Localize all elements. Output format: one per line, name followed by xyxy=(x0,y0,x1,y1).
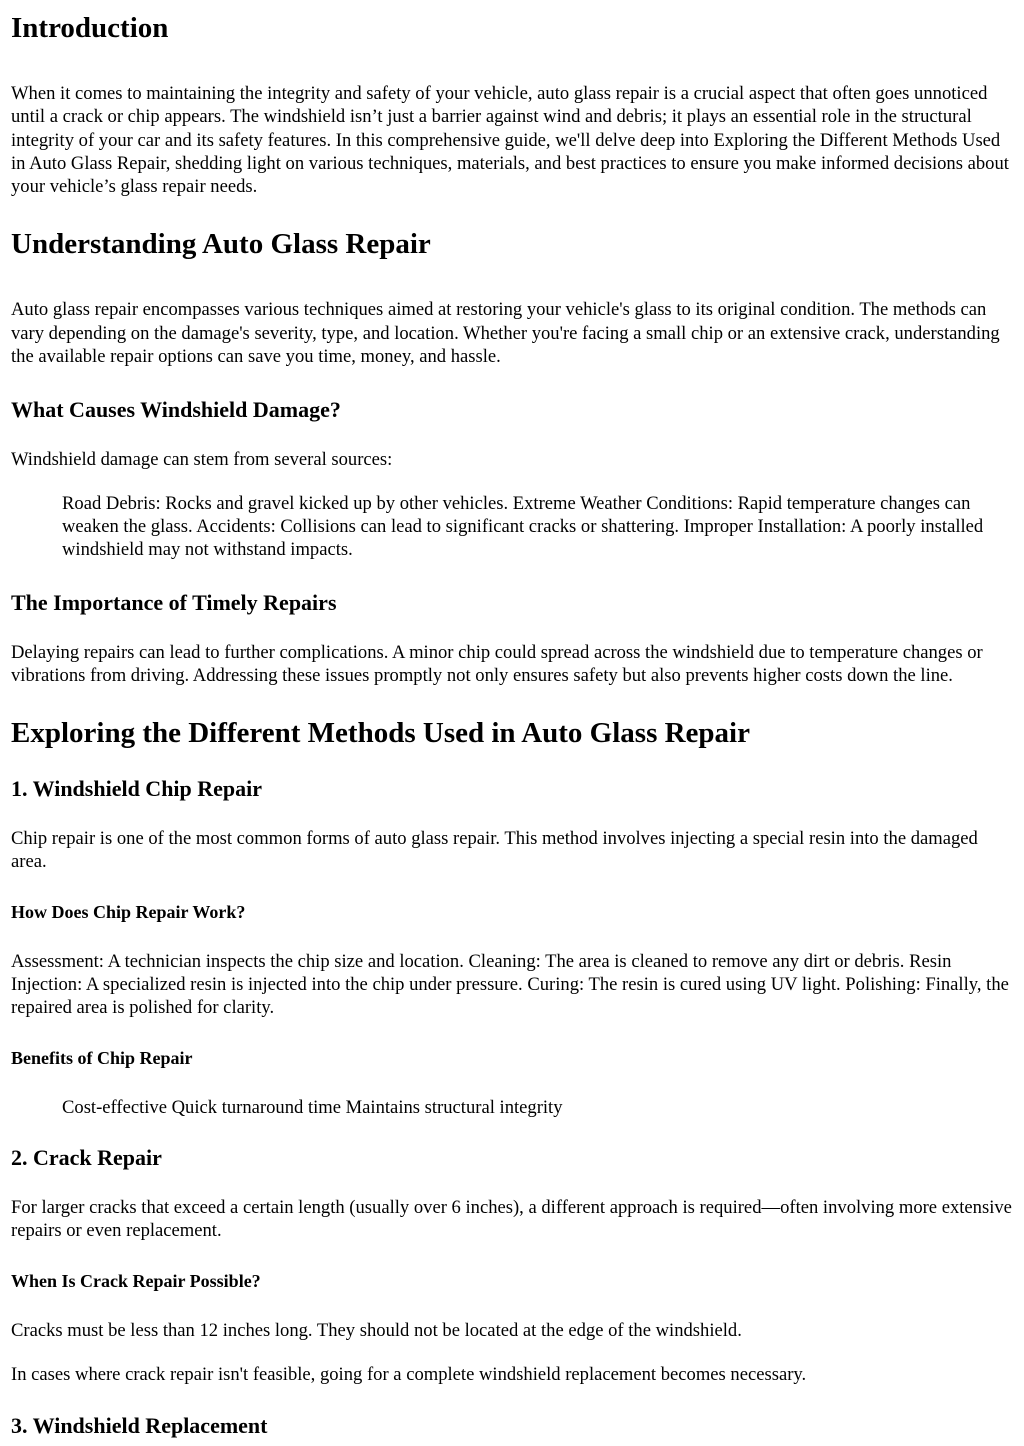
heading-chip-repair: 1. Windshield Chip Repair xyxy=(11,776,263,802)
heading-how-chip-repair-works: How Does Chip Repair Work? xyxy=(11,901,246,922)
paragraph-crack-repair-conditions: Cracks must be less than 12 inches long. They should not be located at the edge of the windshield. xyxy=(11,1319,742,1341)
heading-crack-repair: 2. Crack Repair xyxy=(11,1144,162,1170)
paragraph-introduction: When it comes to maintaining the integrity and safety of your vehicle, auto glass repair is a crucial aspect that often goes unnoticed until a crack or chip appears. The windshield isn’t just a barrier against wind and debris; it plays an essential role in the structural integrity of your car and its safety features. In this comprehensive guide, we'll delve deep into Exploring the Different Methods Used in Auto Glass Repair, shedding light on various techniques, materials, and best practices to ensure you make informed decisions about your vehicle’s glass repair needs. xyxy=(11,83,1009,198)
paragraph-causes-intro: Windshield damage can stem from several sources: xyxy=(11,449,393,471)
heading-windshield-replacement: 3. Windshield Replacement xyxy=(11,1413,268,1439)
paragraph-chip-repair-steps: Assessment: A technician inspects the chip size and location. Cleaning: The area is cleaned to remove any dirt or debris. Resin Injection: A specialized resin is injected into the chip under pressure. Curing: The resin is cured using UV light. Polishing: Finally, the repaired area is polished for clarity. xyxy=(11,950,1009,1019)
heading-what-causes-damage: What Causes Windshield Damage? xyxy=(11,397,341,423)
paragraph-timely-repairs: Delaying repairs can lead to further complications. A minor chip could spread across the windshield due to temperature changes or vibrations from driving. Addressing these issues promptly not only ensures safety but also prevents higher costs down the line. xyxy=(11,641,983,686)
list-chip-repair-benefits: Cost-effective Quick turnaround time Maintains structural integrity xyxy=(62,1096,563,1118)
heading-importance-timely-repairs: The Importance of Timely Repairs xyxy=(11,589,337,615)
heading-introduction: Introduction xyxy=(11,12,169,44)
heading-understanding-auto-glass-repair: Understanding Auto Glass Repair xyxy=(11,228,431,261)
paragraph-crack-repair-note: In cases where crack repair isn't feasible, going for a complete windshield replacement becomes necessary. xyxy=(11,1363,807,1385)
paragraph-understanding: Auto glass repair encompasses various techniques aimed at restoring your vehicle's glass to its original condition. The methods can vary depending on the damage's severity, type, and location. Whether you're facing a small chip or an extensive crack, understanding the available repair options can save you time, money, and hassle. xyxy=(11,299,1000,368)
list-damage-causes: Road Debris: Rocks and gravel kicked up by other vehicles. Extreme Weather Conditions: Rapid temperature changes can weaken the glass. Accidents: Collisions can lead to significant cracks or shattering. Improper Installation: A poorly installed windshield may not withstand impacts. xyxy=(62,492,984,561)
paragraph-chip-repair: Chip repair is one of the most common forms of auto glass repair. This method involves injecting a special resin into the damaged area. xyxy=(11,828,978,873)
paragraph-crack-repair: For larger cracks that exceed a certain length (usually over 6 inches), a different approach is required—often involving more extensive repairs or even replacement. xyxy=(11,1196,1012,1242)
heading-exploring-methods: Exploring the Different Methods Used in Auto Glass Repair xyxy=(11,717,750,750)
heading-when-crack-repair-possible: When Is Crack Repair Possible? xyxy=(11,1270,261,1291)
heading-benefits-chip-repair: Benefits of Chip Repair xyxy=(11,1047,193,1068)
